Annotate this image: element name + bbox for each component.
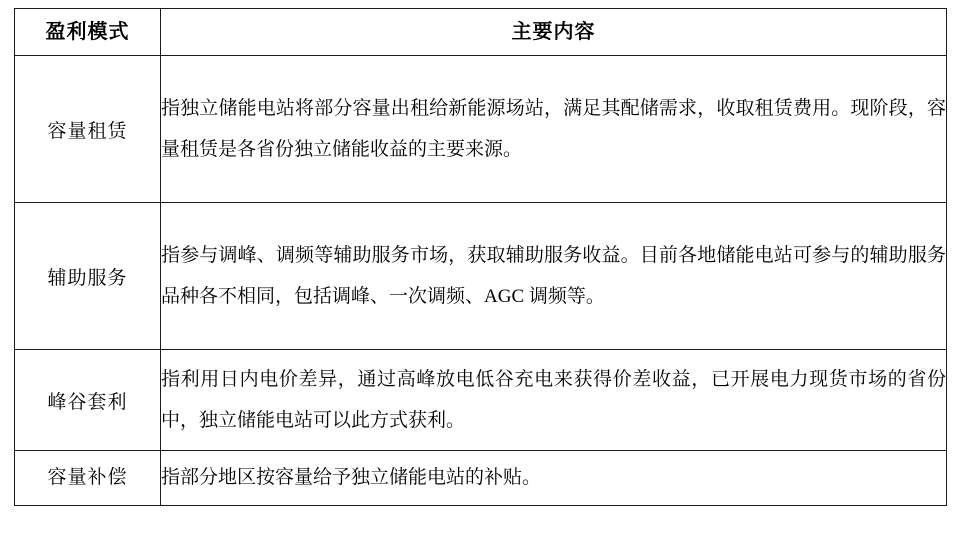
cell-mode-arbitrage: 峰谷套利 (15, 350, 161, 451)
column-header-mode: 盈利模式 (15, 9, 161, 56)
table-row (15, 203, 947, 350)
table-row (15, 56, 947, 203)
column-header-content: 主要内容 (161, 9, 947, 56)
cell-content-aux-service: 指参与调峰、调频等辅助服务市场，获取辅助服务收益。目前各地储能电站可参与的辅助服务品种各不相同，包括调峰、一次调频、AGC 调频等。 (161, 203, 947, 350)
cell-content-compensation: 指部分地区按容量给予独立储能电站的补贴。 (161, 451, 947, 506)
cell-content-capacity-lease: 指独立储能电站将部分容量出租给新能源场站，满足其配储需求，收取租赁费用。现阶段，容量租赁是各省份独立储能收益的主要来源。 (161, 56, 947, 203)
cell-mode-aux-service: 辅助服务 (15, 203, 161, 350)
table-header-row (15, 9, 947, 56)
profit-model-table (14, 8, 947, 506)
table-row (15, 350, 947, 451)
cell-mode-compensation: 容量补偿 (15, 451, 161, 506)
cell-mode-capacity-lease: 容量租赁 (15, 56, 161, 203)
cell-content-arbitrage: 指利用日内电价差异，通过高峰放电低谷充电来获得价差收益，已开展电力现货市场的省份中，独立储能电站可以此方式获利。 (161, 350, 947, 451)
table-row (15, 451, 947, 506)
